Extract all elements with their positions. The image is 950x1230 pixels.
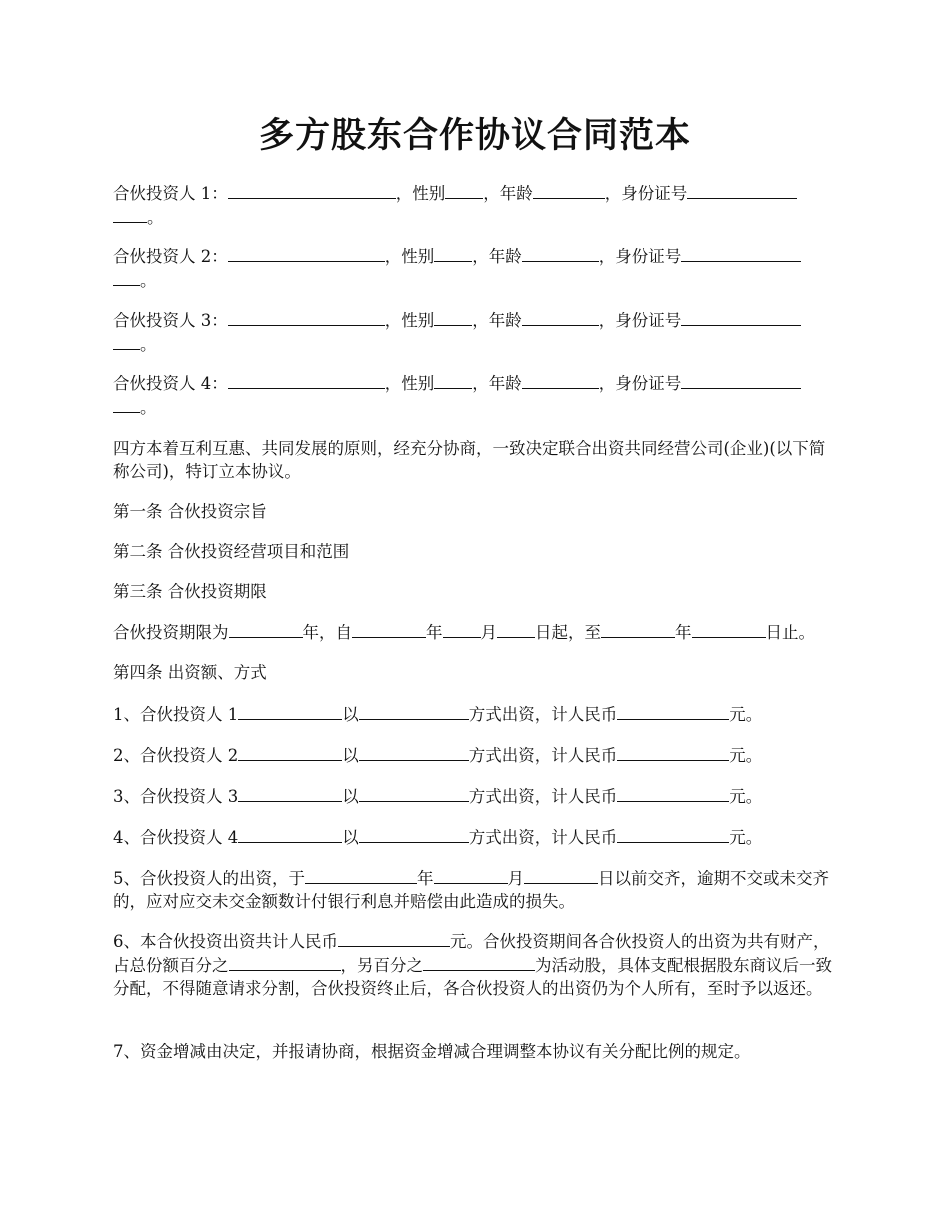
term-text: 月 bbox=[480, 623, 497, 642]
contribution-text: 方式出资，计人民币 bbox=[468, 746, 618, 765]
item-6-text: ，另百分之 bbox=[340, 956, 423, 975]
rmb-blank bbox=[617, 825, 729, 843]
name-blank bbox=[228, 371, 385, 389]
end-day-blank bbox=[692, 620, 766, 638]
end-year-blank bbox=[601, 620, 675, 638]
id-label: ，身份证号 bbox=[598, 247, 682, 266]
item-5-text: 日以前交齐，逾期不交或未交齐的，应对应交未交金额数计付银行利息并赔偿由此造成的损失。 bbox=[113, 869, 829, 911]
item-5-text: 5、合伙投资人的出资，于 bbox=[113, 869, 305, 888]
article-4-heading: 第四条 出资额、方式 bbox=[113, 663, 267, 682]
contribution-label: 4、合伙投资人 4 bbox=[113, 828, 239, 847]
contribution-text: 方式出资，计人民币 bbox=[468, 705, 618, 724]
age-blank bbox=[533, 181, 605, 199]
item-6-text: 为活动股，具体支配根据股东商议后一致分配，不得随意请求分割，合伙投资终止后，各合伙投资人的出资仍为个人所有，至时予以返还。 bbox=[113, 956, 832, 998]
amount-blank bbox=[238, 825, 342, 843]
article-3-heading: 第三条 合伙投资期限 bbox=[113, 582, 267, 601]
age-label: ，年龄 bbox=[472, 311, 522, 330]
name-blank bbox=[228, 181, 396, 199]
investor-label: 合伙投资人 4： bbox=[113, 374, 228, 393]
mode-blank bbox=[359, 825, 469, 843]
document-title: 多方股东合作协议合同范本 bbox=[258, 116, 691, 156]
line-end: 。 bbox=[140, 335, 157, 354]
mode-blank bbox=[359, 784, 469, 802]
contribution-label: 2、合伙投资人 2 bbox=[113, 746, 239, 765]
article-1-heading: 第一条 合伙投资宗旨 bbox=[113, 502, 267, 521]
investor-line bbox=[113, 308, 848, 356]
contribution-text: 元。 bbox=[729, 705, 763, 724]
item-7-paragraph: 7、资金增减由决定，并报请协商，根据资金增减合理调整本协议有关分配比例的规定。 bbox=[113, 1042, 751, 1061]
contribution-text: 元。 bbox=[729, 787, 763, 806]
line-end: 。 bbox=[140, 271, 157, 290]
deadline-month-blank bbox=[434, 866, 508, 884]
active-percent-blank bbox=[423, 953, 535, 971]
contribution-line bbox=[113, 743, 762, 767]
contribution-text: 元。 bbox=[729, 746, 763, 765]
gender-label: ，性别 bbox=[384, 374, 435, 393]
age-blank bbox=[522, 308, 599, 326]
id-blank-cont bbox=[113, 205, 147, 223]
id-blank bbox=[681, 244, 801, 262]
contribution-text: 以 bbox=[342, 828, 359, 847]
id-blank-cont bbox=[113, 332, 140, 350]
rmb-blank bbox=[617, 743, 729, 761]
term-text: 日止。 bbox=[765, 623, 815, 642]
intro-paragraph: 四方本着互利互惠、共同发展的原则，经充分协商，一致决定联合出资共同经营公司(企业)(以下简称公司)，特订立本协议。 bbox=[113, 439, 826, 481]
amount-blank bbox=[238, 784, 342, 802]
gender-label: ，性别 bbox=[395, 184, 446, 203]
contribution-text: 以 bbox=[342, 705, 359, 724]
age-label: ，年龄 bbox=[483, 184, 533, 203]
gender-blank bbox=[434, 244, 472, 262]
contribution-text: 方式出资，计人民币 bbox=[468, 828, 618, 847]
rmb-blank bbox=[617, 702, 729, 720]
line-end: 。 bbox=[147, 208, 164, 227]
id-blank bbox=[681, 371, 801, 389]
id-blank bbox=[681, 308, 801, 326]
contribution-label: 1、合伙投资人 1 bbox=[113, 705, 239, 724]
amount-blank bbox=[238, 702, 342, 720]
id-blank bbox=[687, 181, 797, 199]
id-blank-cont bbox=[113, 395, 140, 413]
item-5-paragraph bbox=[113, 866, 833, 913]
article-2-heading: 第二条 合伙投资经营项目和范围 bbox=[113, 542, 350, 561]
start-day-blank bbox=[497, 620, 535, 638]
item-6-paragraph bbox=[113, 929, 841, 1000]
id-label: ，身份证号 bbox=[604, 184, 688, 203]
term-line bbox=[113, 620, 815, 644]
investor-line bbox=[113, 181, 848, 229]
mode-blank bbox=[359, 702, 469, 720]
age-blank bbox=[522, 371, 599, 389]
name-blank bbox=[228, 308, 385, 326]
term-text: 年 bbox=[675, 623, 692, 642]
investor-label: 合伙投资人 1： bbox=[113, 184, 228, 203]
share-percent-blank bbox=[229, 953, 341, 971]
rmb-blank bbox=[617, 784, 729, 802]
term-years-blank bbox=[229, 620, 303, 638]
investor-label: 合伙投资人 3： bbox=[113, 311, 228, 330]
investor-label: 合伙投资人 2： bbox=[113, 247, 228, 266]
term-text: 年，自 bbox=[302, 623, 352, 642]
deadline-day-blank bbox=[524, 866, 598, 884]
line-end: 。 bbox=[140, 398, 157, 417]
contribution-label: 3、合伙投资人 3 bbox=[113, 787, 239, 806]
mode-blank bbox=[359, 743, 469, 761]
gender-label: ，性别 bbox=[384, 247, 435, 266]
term-text: 日起，至 bbox=[535, 623, 601, 642]
contribution-text: 元。 bbox=[729, 828, 763, 847]
item-6-text: 元。合伙投资期间各合伙投资人的出资为共有财产，占总份额百分之 bbox=[113, 932, 830, 975]
id-label: ，身份证号 bbox=[598, 374, 682, 393]
start-year-blank bbox=[352, 620, 426, 638]
total-amount-blank bbox=[338, 929, 450, 947]
gender-blank bbox=[434, 371, 472, 389]
name-blank bbox=[228, 244, 385, 262]
contribution-line bbox=[113, 784, 762, 808]
age-label: ，年龄 bbox=[472, 247, 522, 266]
gender-blank bbox=[434, 308, 472, 326]
item-5-text: 月 bbox=[507, 869, 524, 888]
term-text: 合伙投资期限为 bbox=[113, 623, 229, 642]
contribution-text: 以 bbox=[342, 746, 359, 765]
contribution-line bbox=[113, 702, 762, 726]
item-6-text: 6、本合伙投资出资共计人民币 bbox=[113, 932, 338, 951]
deadline-year-blank bbox=[305, 866, 417, 884]
contribution-text: 方式出资，计人民币 bbox=[468, 787, 618, 806]
gender-label: ，性别 bbox=[384, 311, 435, 330]
contribution-text: 以 bbox=[342, 787, 359, 806]
start-month-blank bbox=[443, 620, 481, 638]
id-label: ，身份证号 bbox=[598, 311, 682, 330]
age-label: ，年龄 bbox=[472, 374, 522, 393]
contribution-line bbox=[113, 825, 762, 849]
amount-blank bbox=[238, 743, 342, 761]
item-5-text: 年 bbox=[417, 869, 434, 888]
term-text: 年 bbox=[426, 623, 443, 642]
investor-line bbox=[113, 371, 848, 419]
investor-line bbox=[113, 244, 848, 292]
gender-blank bbox=[445, 181, 483, 199]
age-blank bbox=[522, 244, 599, 262]
id-blank-cont bbox=[113, 268, 140, 286]
